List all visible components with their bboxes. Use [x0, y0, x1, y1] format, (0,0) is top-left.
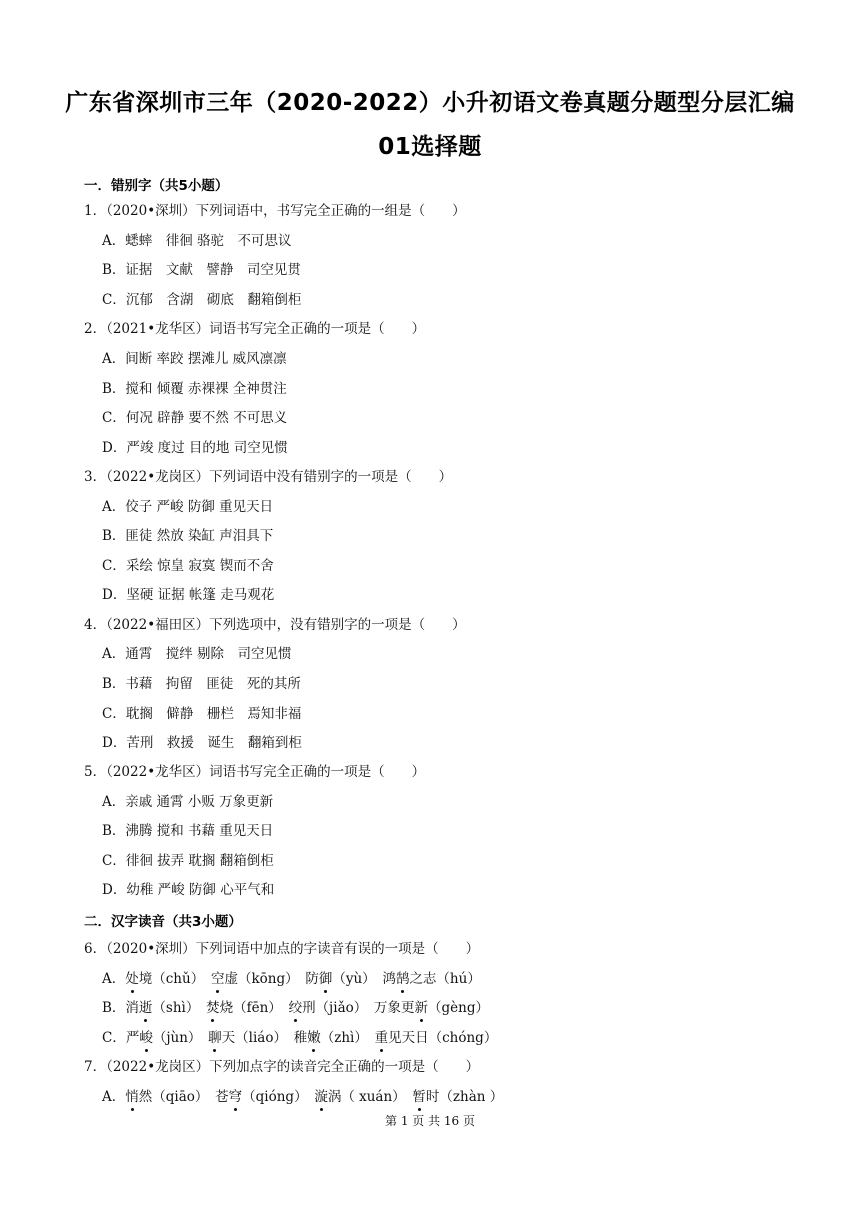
dotted-char: 嫩: [307, 1030, 321, 1046]
question-1-option-c: C．沉郁 含湖 砌底 翻箱倒柜: [102, 292, 302, 308]
question-4-option-b: B．书藉 拘留 匪徒 死的其所: [102, 676, 301, 692]
question-3-stem: 3．（2022•龙岗区）下列词语中没有错别字的一项是（ ）: [84, 469, 453, 485]
question-1-option-b: B．证据 文献 譬静 司空见贯: [102, 262, 301, 278]
question-4-stem: 4．（2022•福田区）下列选项中，没有错别字的一项是（ ）: [84, 617, 466, 633]
dotted-char: 鹄: [395, 971, 410, 987]
dotted-char: 绞: [288, 1000, 303, 1016]
question-2-option-c: C．何况 辟静 要不然 不可思义: [102, 410, 288, 426]
question-5-option-a: A．亲戚 通霄 小贩 万象更新: [102, 794, 274, 810]
page-title: 广东省深圳市三年（2020-2022）小升初语文卷真题分题型分层汇编: [65, 90, 795, 116]
question-6-option-c: C．严峻（jùn） 聊天（liáo） 稚嫩（zhì） 重见天日（chóng）: [102, 1030, 498, 1046]
dotted-char: 聊: [208, 1030, 222, 1046]
question-3-option-b: B．匪徒 然放 染缸 声泪具下: [102, 528, 274, 544]
question-6-option-a: A．处境（chǔ） 空虚（kōng） 防御（yù） 鸿鹄之志（hú）: [102, 971, 481, 987]
section-heading-pronunciation: 二．汉字读音（共3小题）: [84, 914, 242, 930]
question-2-option-b: B．搅和 倾覆 赤裸裸 全神贯注: [102, 381, 287, 397]
question-3-option-c: C．采绘 惊皇 寂寞 锲而不舍: [102, 558, 274, 574]
dotted-char: 处: [125, 971, 139, 987]
dotted-char: 漩: [314, 1089, 328, 1105]
page-footer: 第 1 页 共 16 页: [385, 1114, 475, 1128]
question-3-option-a: A．佼子 严峻 防御 重见天日: [102, 499, 274, 515]
dotted-char: 峻: [139, 1030, 153, 1046]
question-5-stem: 5．（2022•龙华区）词语书写完全正确的一项是（ ）: [84, 764, 426, 780]
question-2-option-d: D．严竣 度过 目的地 司空见惯: [102, 440, 288, 456]
question-1-option-a: A．蟋蟀 徘徊 骆驼 不可思议: [102, 233, 292, 249]
question-2-option-a: A．间断 率跤 摆滩儿 威风凛凛: [102, 351, 287, 367]
question-5-option-d: D．幼稚 严峻 防御 心平气和: [102, 882, 275, 898]
dotted-char: 新: [414, 1000, 428, 1016]
question-5-option-b: B．沸腾 搅和 书藉 重见天日: [102, 823, 274, 839]
section-heading-typos: 一．错别字（共5小题）: [84, 178, 229, 194]
dotted-char: 穹: [228, 1089, 243, 1105]
question-7-option-a: A．悄然（qiāo） 苍穹（qióng） 漩涡（ xuán） 暂时（zhàn ）: [102, 1089, 504, 1105]
question-3-option-d: D．坚硬 证据 帐篷 走马观花: [102, 587, 275, 603]
dotted-char: 重: [374, 1030, 389, 1046]
question-7-stem: 7．（2022•龙岗区）下列加点字的读音完全正确的一项是（ ）: [84, 1059, 480, 1075]
dotted-char: 焚: [206, 1000, 220, 1016]
page-subtitle: 01选择题: [378, 134, 482, 160]
dotted-char: 悄: [125, 1089, 139, 1105]
dotted-char: 暂: [412, 1089, 426, 1105]
question-6-option-b: B．消逝（shì） 焚烧（fēn） 绞刑（jiǎo） 万象更新（gèng）: [102, 1000, 489, 1016]
question-4-option-c: C．耽搁 僻静 栅栏 焉知非福: [102, 706, 302, 722]
dotted-char: 逝: [138, 1000, 153, 1016]
dotted-char: 御: [318, 971, 333, 987]
question-4-option-d: D．苦刑 救援 诞生 翻箱到柜: [102, 735, 302, 751]
question-2-stem: 2．（2021•龙华区）词语书写完全正确的一项是（ ）: [84, 321, 426, 337]
question-6-stem: 6．（2020•深圳）下列词语中加点的字读音有误的一项是（ ）: [84, 941, 480, 957]
dotted-char: 空: [210, 971, 225, 987]
question-4-option-a: A．通霄 搅绊 剔除 司空见惯: [102, 646, 292, 662]
question-1-stem: 1．（2020•深圳）下列词语中，书写完全正确的一组是（ ）: [84, 203, 466, 219]
question-5-option-c: C．徘徊 拔弄 耽搁 翻箱倒柜: [102, 853, 274, 869]
